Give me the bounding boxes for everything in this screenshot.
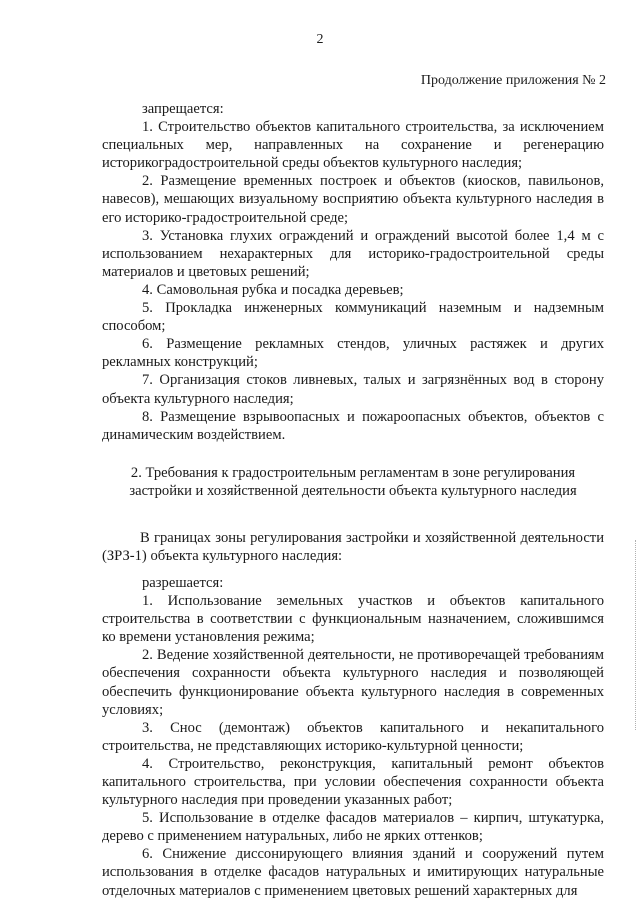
- permitted-item: 3. Снос (демонтаж) объектов капитального и некапитального строительства, не представляющих историко-культурной ценности;: [102, 719, 604, 754]
- permitted-intro: разрешается:: [142, 574, 224, 591]
- document-body: [102, 100, 604, 900]
- prohibited-intro: запрещается:: [142, 101, 224, 117]
- prohibited-item: 8. Размещение взрывоопасных и пожароопасных объектов, объектов с динамическим воздействием.: [102, 408, 604, 443]
- prohibited-item: 7. Организация стоков ливневых, талых и загрязнённых вод в сторону объекта культурного наследия;: [102, 372, 604, 407]
- section-heading: 2. Требования к градостроительным регламентам в зоне регулирования застройки и хозяйственной деятельности объекта культурного наследия: [129, 464, 577, 500]
- paragraph-gap: [102, 565, 604, 574]
- scan-edge-mark: [634, 540, 636, 730]
- permitted-item: 6. Снижение диссонирующего влияния зданий и сооружений путем использования в отделке фасадов натуральных и имитирующих натуральные отделочных материалов с применением цветовых решений характерных для: [102, 846, 604, 899]
- section-lead: В границах зоны регулирования застройки и хозяйственной деятельности (ЗРЗ-1) объекта культурного наследия:: [102, 529, 604, 564]
- permitted-item: 1. Использование земельных участков и объектов капитального строительства в соответствии с функциональным назначением, сложившимся ко времени установления режима;: [102, 593, 604, 646]
- appendix-label: Продолжение приложения № 2: [420, 73, 606, 88]
- permitted-item: 2. Ведение хозяйственной деятельности, не противоречащей требованиям обеспечения сохранности объекта культурного наследия и позволяющей обеспечить функционирование объекта культурного наследия в современных условиях;: [102, 647, 604, 718]
- prohibited-item: 4. Самовольная рубка и посадка деревьев;: [142, 281, 404, 298]
- prohibited-item: 5. Прокладка инженерных коммуникаций наземным и надземным способом;: [102, 300, 604, 335]
- permitted-item: 4. Строительство, реконструкция, капитальный ремонт объектов капитального строительства, при условии обеспечения сохранности объекта культурного наследия при проведении указанных работ;: [102, 755, 604, 809]
- page-number: 2: [316, 32, 324, 47]
- prohibited-item: 3. Установка глухих ограждений и ограждений высотой более 1,4 м с использованием нехарактерных для историко-градостроительной среды материалов и цветовых решений;: [102, 227, 604, 280]
- prohibited-item: 6. Размещение рекламных стендов, уличных растяжек и других рекламных конструкций;: [102, 336, 604, 371]
- permitted-item: 5. Использование в отделке фасадов материалов – кирпич, штукатурка, дерево с применением натуральных, либо не ярких оттенков;: [102, 810, 604, 845]
- prohibited-item: 1. Строительство объектов капитального строительства, за исключением специальных мер, направленных на сохранение и регенерацию историкоградостроительной среды объектов культурного наследия;: [102, 119, 604, 172]
- prohibited-item: 2. Размещение временных построек и объектов (киосков, павильонов, навесов), мешающих визуальному восприятию объекта культурного наследия в его историко-градостроительной среде;: [102, 173, 604, 226]
